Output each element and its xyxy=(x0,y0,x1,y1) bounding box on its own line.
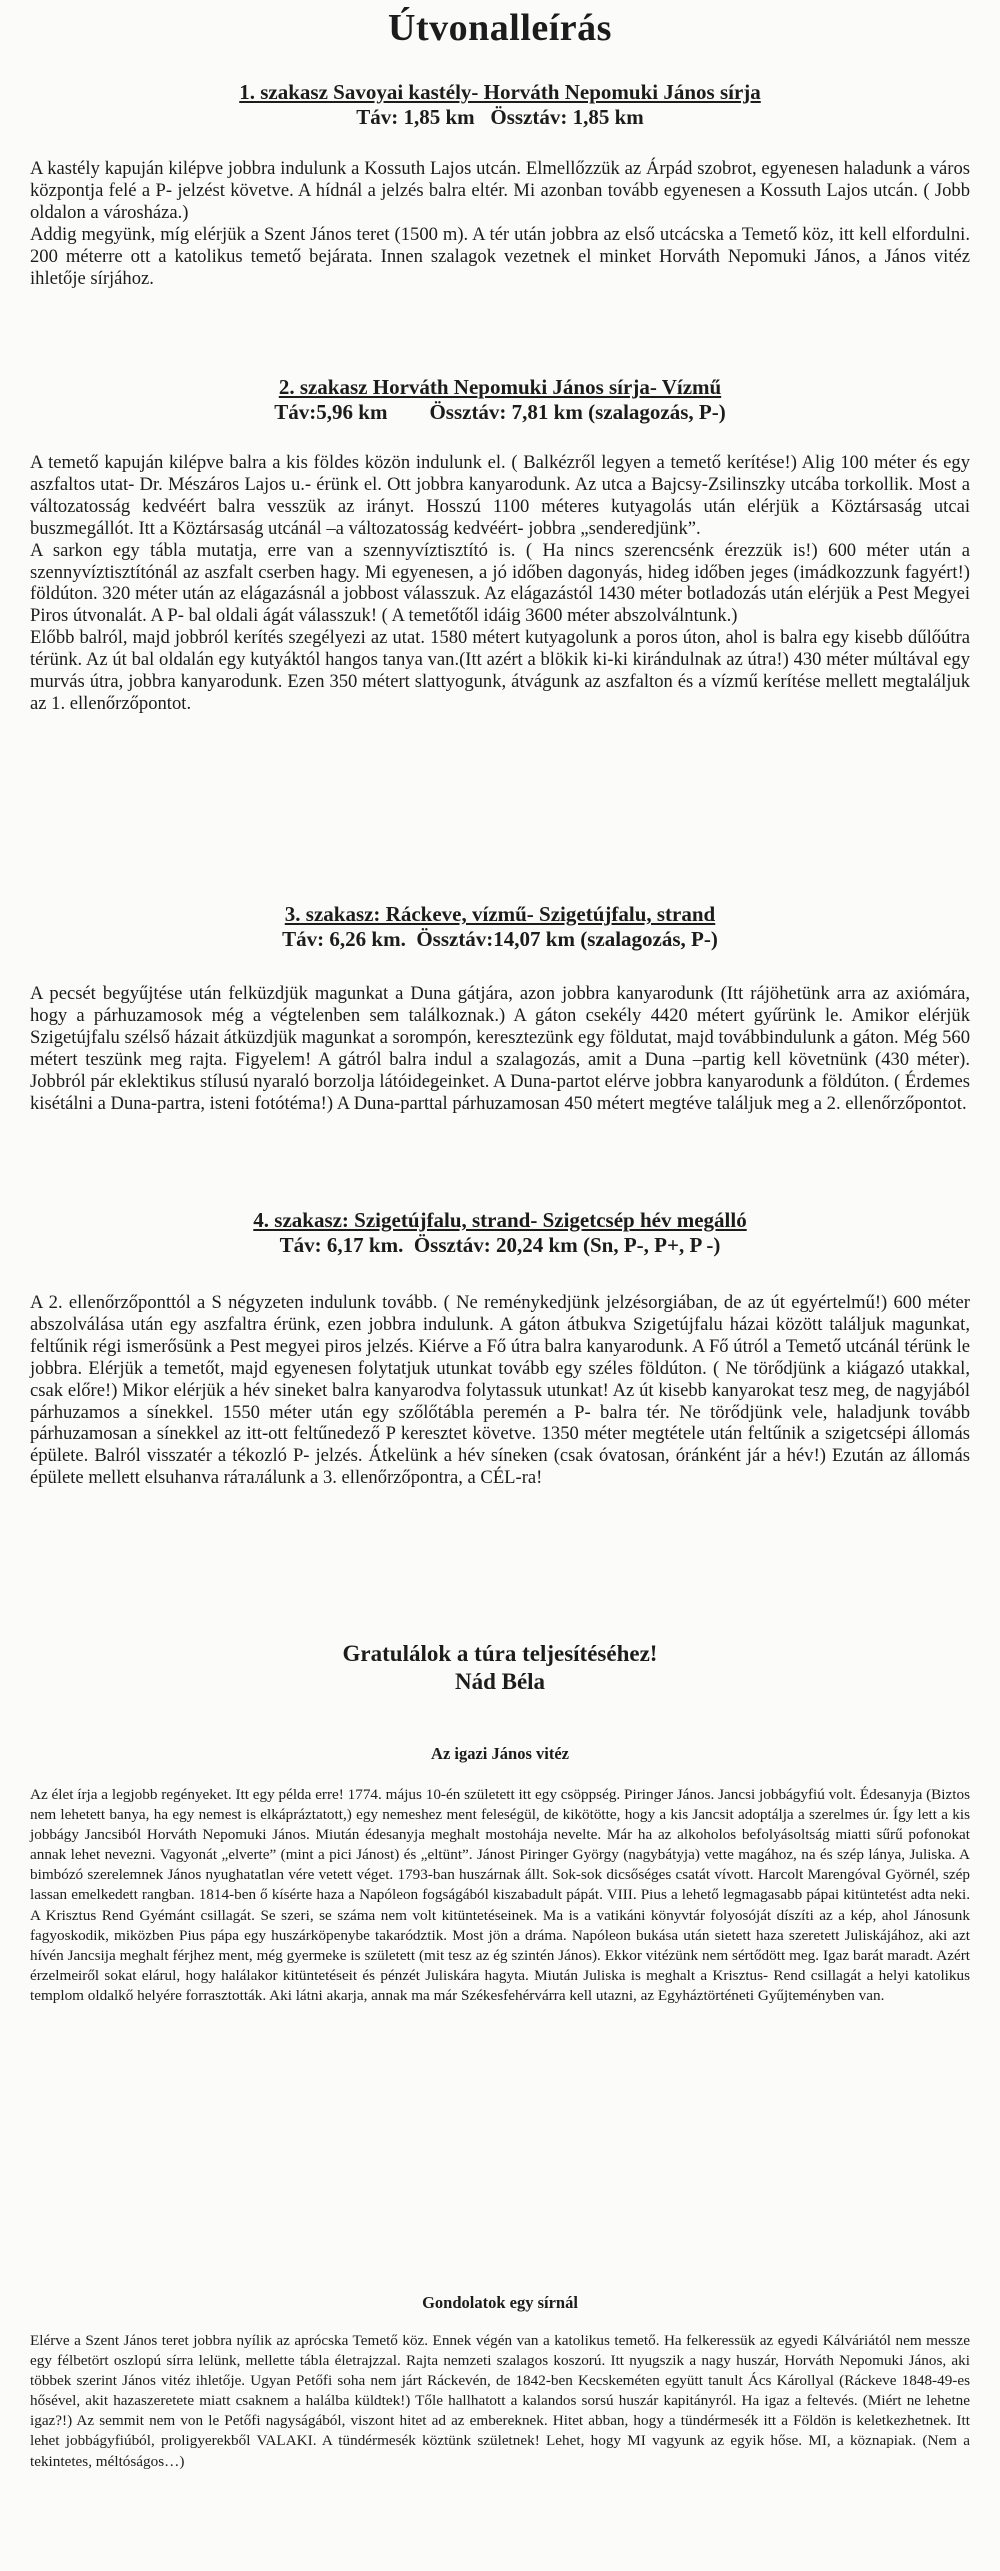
section-4-body xyxy=(30,1292,970,1489)
section-4-header xyxy=(0,1208,1000,1258)
paragraph: Előbb balról, majd jobbról kerítés szegélyezi az utat. 1580 métert kutyagolunk a poros úton, ahol is balra egy kisebb dűlőútra térünk. Az út bal oldalán egy kutyáktól hangos tanya van.(Itt azért a blökik ki-ki kirándulnak az útra!) 430 méter múltával egy murvás útra, jobbra kanyarodunk. Ezen 350 métert slattyogunk, átvágunk az aszfalton és a vízmű kerítése mellett megtaláljuk az 1. ellenőrzőpontot. xyxy=(30,627,970,714)
section-2-header xyxy=(0,375,1000,425)
paragraph: Addig megyünk, míg elérjük a Szent János teret (1500 m). A tér után jobbra az első utcácska a Temető köz, itt kell elfordulni. 200 méterre ott a katolikus temető bejárata. Innen szalagok vezetnek el minket Horváth Nepomuki János, a János vitéz ihletője sírjához. xyxy=(30,223,970,289)
paragraph: A pecsét begyűjtése után felküzdjük magunkat a Duna gátjára, azon jobbra kanyarodunk (Itt rájöhetünk arra az axiómára, hogy a párhuzamosok még a végtelenben sem találkoznak.) A gáton csekély 4420 métert gyűrünk le. Amikor elérjük Szigetújfalu szélső házait átküzdjük magunkat a sorompón, keresztezünk egy földutat, majd továbbindulunk a gáton. Még 560 métert teszünk meg rajta. Figyelem! A gátról balra indul a szalagozás, amit a Duna –partig kell követnünk (430 méter). Jobbról pár eklektikus stílusú nyaraló borzolja látóidegeinket. A Duna-partot elérve jobbra kanyarodunk a földúton. ( Érdemes kisétálni a Duna-partra, isteni fotótéma!) A Duna-parttal párhuzamosan 450 métert megtéve találjuk meg a 2. ellenőrzőpontot. xyxy=(30,983,970,1114)
section-4-title: 4. szakasz: Szigetújfalu, strand- Szigetcsép hév megálló xyxy=(253,1208,747,1232)
story-text: Az élet írja a legjobb regényeket. Itt egy példa erre! 1774. május 10-én született itt egy csöppség. Piringer János. Jancsi jobbágyfiú volt. Édesanyja (Biztos nem lehetett banya, ha egy nemest is elkápráztatott,) egy nemeshez ment feleségül, de kikötötte, hogy a kis Jancsit adoptálja a szerelmes úr. Így lett a kis jobbágy Jancsiból Horváth Nepomuki János. Miután édesanyja meghalt mostohája nevelte. Már ha az alkoholos befolyásoltság miatti sűrű pofonokat annak lehet nevezni. Vagyonát „elverte” (mint a pici Jánost) és „eltünt”. Jánost Piringer György (nagybátyja) vette magához, na és szép lánya, Juliska. A bimbózó szerelemnek János nyughatatlan vére vetett véget. 1793-ban huszárnak állt. Sok-sok dicsőséges csatát vívott. Harcolt Marengóval Györnél, szép lassan emelkedett rangban. 1814-ben ő kísérte haza a Napóleon fogságából kiszabadult pápát. VIII. Pius a lehető legmagasabb pápai kitüntetést adta neki. A Krisztus Rend Gyémánt csillagát. Se szeri, se száma nem volt kitüntetéseinek. Ma is a vatikáni könyvtár folyosóját díszíti az a kép, ahol Jánosunk fagyoskodik, miközben Pius pápa egy huszárköpenybe takarództik. Most jön a dráma. Napóleon bukása után sietett haza szeretett Juliskájához, aki azt hívén Jancsija meghalt férjhez ment, még gyermeke is született (mit tesz az ég szintén János). Ekkor vitézünk nem sértődött meg. Igaz barát maradt. Azért érzelmeiről sokat elárul, hogy halálakor kitüntetéseit és pénzét Juliskára hagyta. Miután Juliska is meghalt a Krisztus- Rend csillagát a helyi katolikus templom oldalkő helyére forrasztották. Aki látni akarja, annak ma már Székesfehérvárra kell utazni, az Egyháztörténeti Gyűjteményben van. xyxy=(30,1786,970,2004)
paragraph: A 2. ellenőrzőponttól a S négyzeten indulunk tovább. ( Ne reménykedjünk jelzésorgiában, de az út egyértelmű!) 600 méter abszolválása után egy aszfaltra érünk, ezen jobbra indulunk. A gáton átbukva Szigetújfalu házai között találjuk magunkat, feltűnik régi ismerősünk a Pest megyei piros jelzés. Kiérve a Fő útra balra kanyarodunk. A Fő útról a Temető utcánál térünk le jobbra. Elérjük a temetőt, majd egyenesen folytatjuk utunkat tovább egy széles földúton. ( Ne törődjünk a kiágazó utakkal, csak előre!) Mikor elérjük a hév sineket balra kanyarodva folytassuk utunkat! Az út kisebb kanyarokat tesz meg, de nagyjából párhuzamos a sínekkel. 1550 méter után egy szőlőtábla peremén a P- balra tér. Ne törődjünk vele, haladjunk tovább párhuzamosan a sínekkel az itt-ott feltűnedező P keresztet követve. 1350 méter megtétele után feltűnik a szigetcsépi állomás épülete. Balról visszatér a tékozló P- jelzés. Átkelünk a hév síneken (csak óvatosan, óránként jár a hév!) Ezután az állomás épülete mellett elsuhanva ráталálunk a 3. ellenőrzőpontra, a CÉL-ra! xyxy=(30,1292,970,1489)
thoughts-text: Elérve a Szent János teret jobbra nyílik az aprócska Temető köz. Ennek végén van a katolikus temető. Ha felkeressük az egyedi Kálváriától nem messze egy félbetört oszlopú sírra lelünk, mellette tábla életrajzzal. Rajta nemzeti szalagos koszorú. Itt nyugszik a nagy huszár, Horváth Nepomuki János, aki többek szerint János vitéz ihletője. Ugyan Petőfi soha nem járt Ráckevén, de 1842-ben Kecskeméten együtt tanult Ács Károllyal (Ráckeve 1848-49-es hősével, akit hazaszeretete miatt csaknem a halálba küldtek!) Tőle hallhatott a kalandos sorsú huszár kapitányról. Ha igaz a feltevés. (Miért ne lehetne igaz?!) Az semmit nem von le Petőfi nagyságából, viszont hitet ad az embereknek. Hitet abban, hogy a tündérmesék itt a Földön is keletkezhetnek. Itt lehet jobbágyfiúból, proligyerekből VALAKI. A tündérmesék köztünk születnek! Lehet, hogy MI vagyunk az egyik hőse. MI, a köznapiak. (Nem a tekintetes, méltóságos…) xyxy=(30,2332,970,2470)
closing-block xyxy=(0,1640,1000,1696)
thoughts-title: Gondolatok egy sírnál xyxy=(422,2293,578,2312)
paragraph: A kastély kapuján kilépve jobbra indulunk a Kossuth Lajos utcán. Elmellőzzük az Árpád szobrot, egyenesen haladunk a város központja felé a P- jelzést követve. A hídnál a jelzés balra eltér. Mi azonban tovább egyenesen a Kossuth Lajos utcán. ( Jobb oldalon a városháza.) xyxy=(30,158,970,223)
section-2-title: 2. szakasz Horváth Nepomuki János sírja- Vízmű xyxy=(278,375,722,399)
section-1-title: 1. szakasz Savoyai kastély- Horváth Nepomuki János sírja xyxy=(239,80,761,104)
section-2-distance: Táv:5,96 km Össztáv: 7,81 km (szalagozás, P-) xyxy=(274,400,726,424)
section-1-body xyxy=(30,158,970,289)
section-1-header xyxy=(0,80,1000,130)
section-3-body xyxy=(30,983,970,1114)
paragraph: A temető kapuján kilépve balra a kis földes közön indulunk el. ( Balkézről legyen a temető kerítése!) Alig 100 méter és egy aszfaltos utat- Dr. Mészáros Lajos u.- érünk el. Ott jobbra kanyarodunk. Az utca a Bajcsy-Zsilinszky utcába torkollik. Most a változatosság kedvéért balra vesszük az irányt. Hosszú 1100 méteres kutyagolás után elérjük a Köztársaság utcai buszmegállót. Itt a Köztársaság utcánál –a változatosság kedvéért- jobbra „senderedjünk”. xyxy=(30,452,970,539)
section-1-distance: Táv: 1,85 km Össztáv: 1,85 km xyxy=(356,105,644,129)
section-3-header xyxy=(0,902,1000,952)
story-title: Az igazi János vitéz xyxy=(431,1744,569,1763)
author-name: Nád Béla xyxy=(454,1669,546,1694)
section-3-distance: Táv: 6,26 km. Össztáv:14,07 km (szalagozás, P-) xyxy=(282,927,718,951)
page-title: Útvonalleírás xyxy=(388,7,612,49)
section-4-distance: Táv: 6,17 km. Össztáv: 20,24 km (Sn, P-, P+, P -) xyxy=(279,1233,721,1257)
congrats-text: Gratulálok a túra teljesítéséhez! xyxy=(342,1641,658,1666)
section-2-body xyxy=(30,452,970,715)
section-3-title: 3. szakasz: Ráckeve, vízmű- Szigetújfalu, strand xyxy=(284,902,716,926)
paragraph: A sarkon egy tábla mutatja, erre van a szennyvíztisztító is. ( Ha nincs szerencsénk érezzük is!) 600 méter után a szennyvíztisztítónál az aszfalt cserben hagy. Mi egyenesen, a jó időben dagonyás, hideg időben jeges (imádkozzunk fagyért!) földúton. 320 méter után az elágazásnál a jobbost válasszuk. Az elágazástól 1430 méter botladozás után elérjük a Pest Megyei Piros útvonalát. A P- bal oldali ágát válasszuk! ( A temetőtől idáig 3600 méter abszolválntunk.) xyxy=(30,539,970,627)
